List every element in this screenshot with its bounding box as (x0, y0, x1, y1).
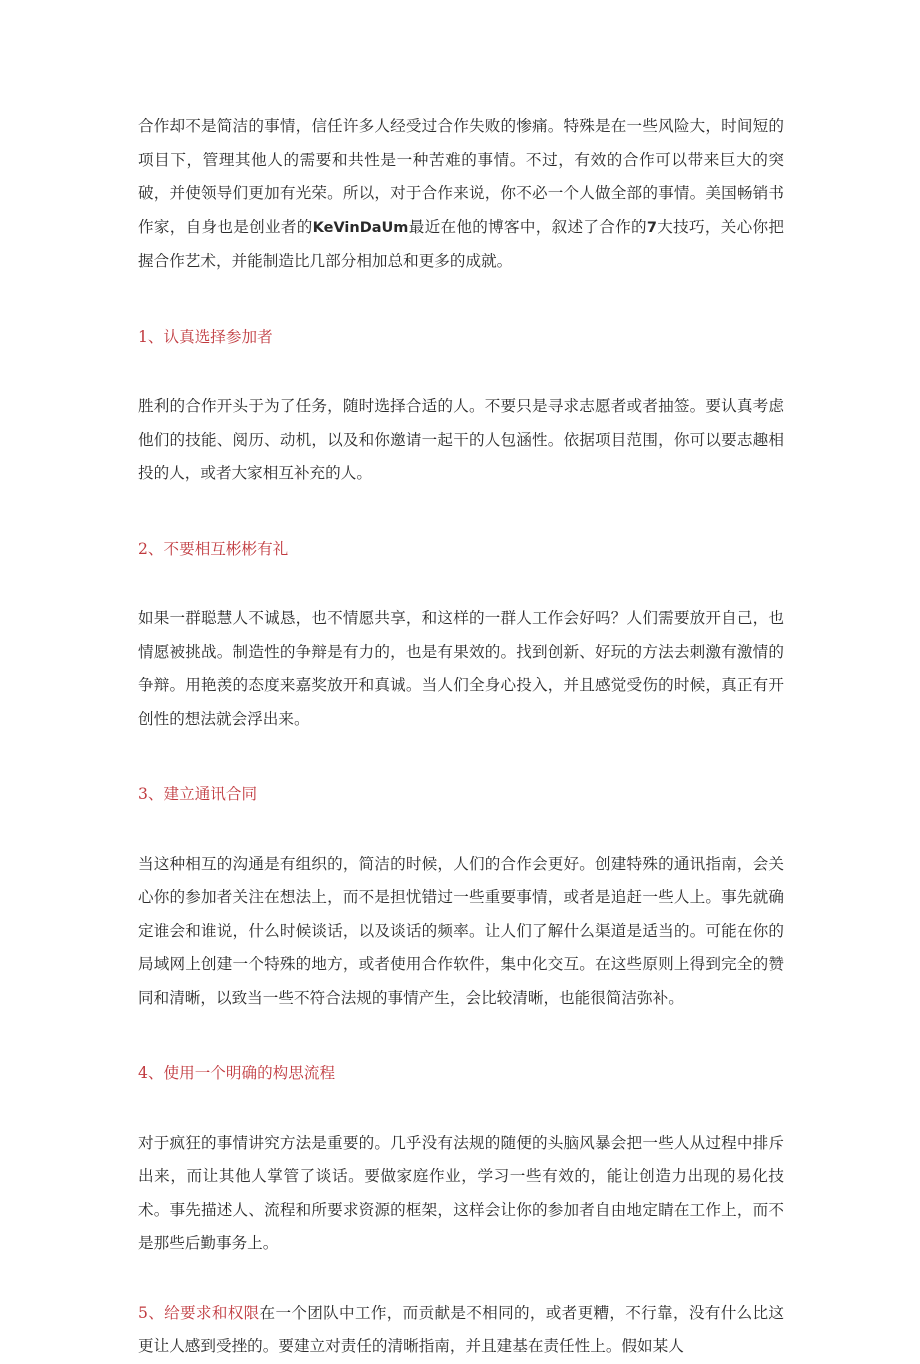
intro-text-start: 合作却不是简洁的事情，信任许多人经受过合作失败的惨痛。特殊是在一些风险大，时间短的项目下，管理其他人的需要和共性是一种苦难的事情。不过，有效的合作可以带来巨大的突破，并使领导们更加有光荣。所以，对于合作来说，你不必一个人做全部的事情。美国畅销书作家，自身也是创业者的 (138, 117, 784, 236)
document-page (138, 110, 784, 1364)
section-1-body: 胜利的合作开头于为了任务，随时选择合适的人。不要只是寻求志愿者或者抽签。要认真考虑他们的技能、阅历、动机，以及和你邀请一起干的人包涵性。依据项目范围，你可以要志趣相投的人，或者大家相互补充的人。 (138, 397, 784, 482)
section-1-heading: 1、认真选择参加者 (138, 327, 273, 346)
author-name: KeVinDaUm (312, 219, 409, 236)
section-5-paragraph (138, 1297, 784, 1364)
section-5-body: 在一个团队中工作，而贡献是不相同的，或者更糟，不行靠，没有什么比这更让人感到受挫的。要建立对责任的清晰指南，并且建基在责任性上。假如某人 (138, 1303, 784, 1355)
section-4-heading: 4、使用一个明确的构思流程 (138, 1064, 336, 1082)
intro-text-end: 大技巧，关心你把握合作艺术，并能制造比几部分相加总和更多的成就。 (138, 217, 784, 270)
section-2-body: 如果一群聪慧人不诚恳，也不情愿共享，和这样的一群人工作会好吗？人们需要放开自己，也情愿被挑战。制造性的争辩是有力的，也是有果效的。找到创新、好玩的方法去刺激有激情的争辩。用艳羡的态度来嘉奖放开和真诚。当人们全身心投入，并且感觉受伤的时候，真正有开创性的想法就会浮出来。 (138, 609, 784, 728)
intro-text-middle: 最近在他的博客中，叙述了合作的 (408, 217, 647, 236)
section-5-heading: 5、给要求和权限 (138, 1303, 260, 1322)
section-3-heading: 3、建立通讯合同 (138, 785, 258, 803)
section-3-body: 当这种相互的沟通是有组织的，简洁的时候，人们的合作会更好。创建特殊的通讯指南，会关心你的参加者关注在想法上，而不是担忧错过一些重要事情，或者是追赶一些人上。事先就确定谁会和谁说，什么时候谈话，以及谈话的频率。让人们了解什么渠道是适当的。可能在你的局域网上创建一个特殊的地方，或者使用合作软件，集中化交互。在这些原则上得到完全的赞同和清晰，以致当一些不符合法规的事情产生，会比较清晰，也能很简洁弥补。 (138, 854, 784, 1007)
section-2-heading: 2、不要相互彬彬有礼 (138, 539, 289, 558)
section-4-body: 对于疯狂的事情讲究方法是重要的。几乎没有法规的随便的头脑风暴会把一些人从过程中排斥出来，而让其他人掌管了谈话。要做家庭作业，学习一些有效的，能让创造力出现的易化技术。事先描述人、流程和所要求资源的框架，这样会让你的参加者自由地定睛在工作上，而不是那些后勤事务上。 (138, 1133, 784, 1252)
intro-paragraph (138, 110, 784, 279)
tips-count: 7 (646, 219, 657, 236)
